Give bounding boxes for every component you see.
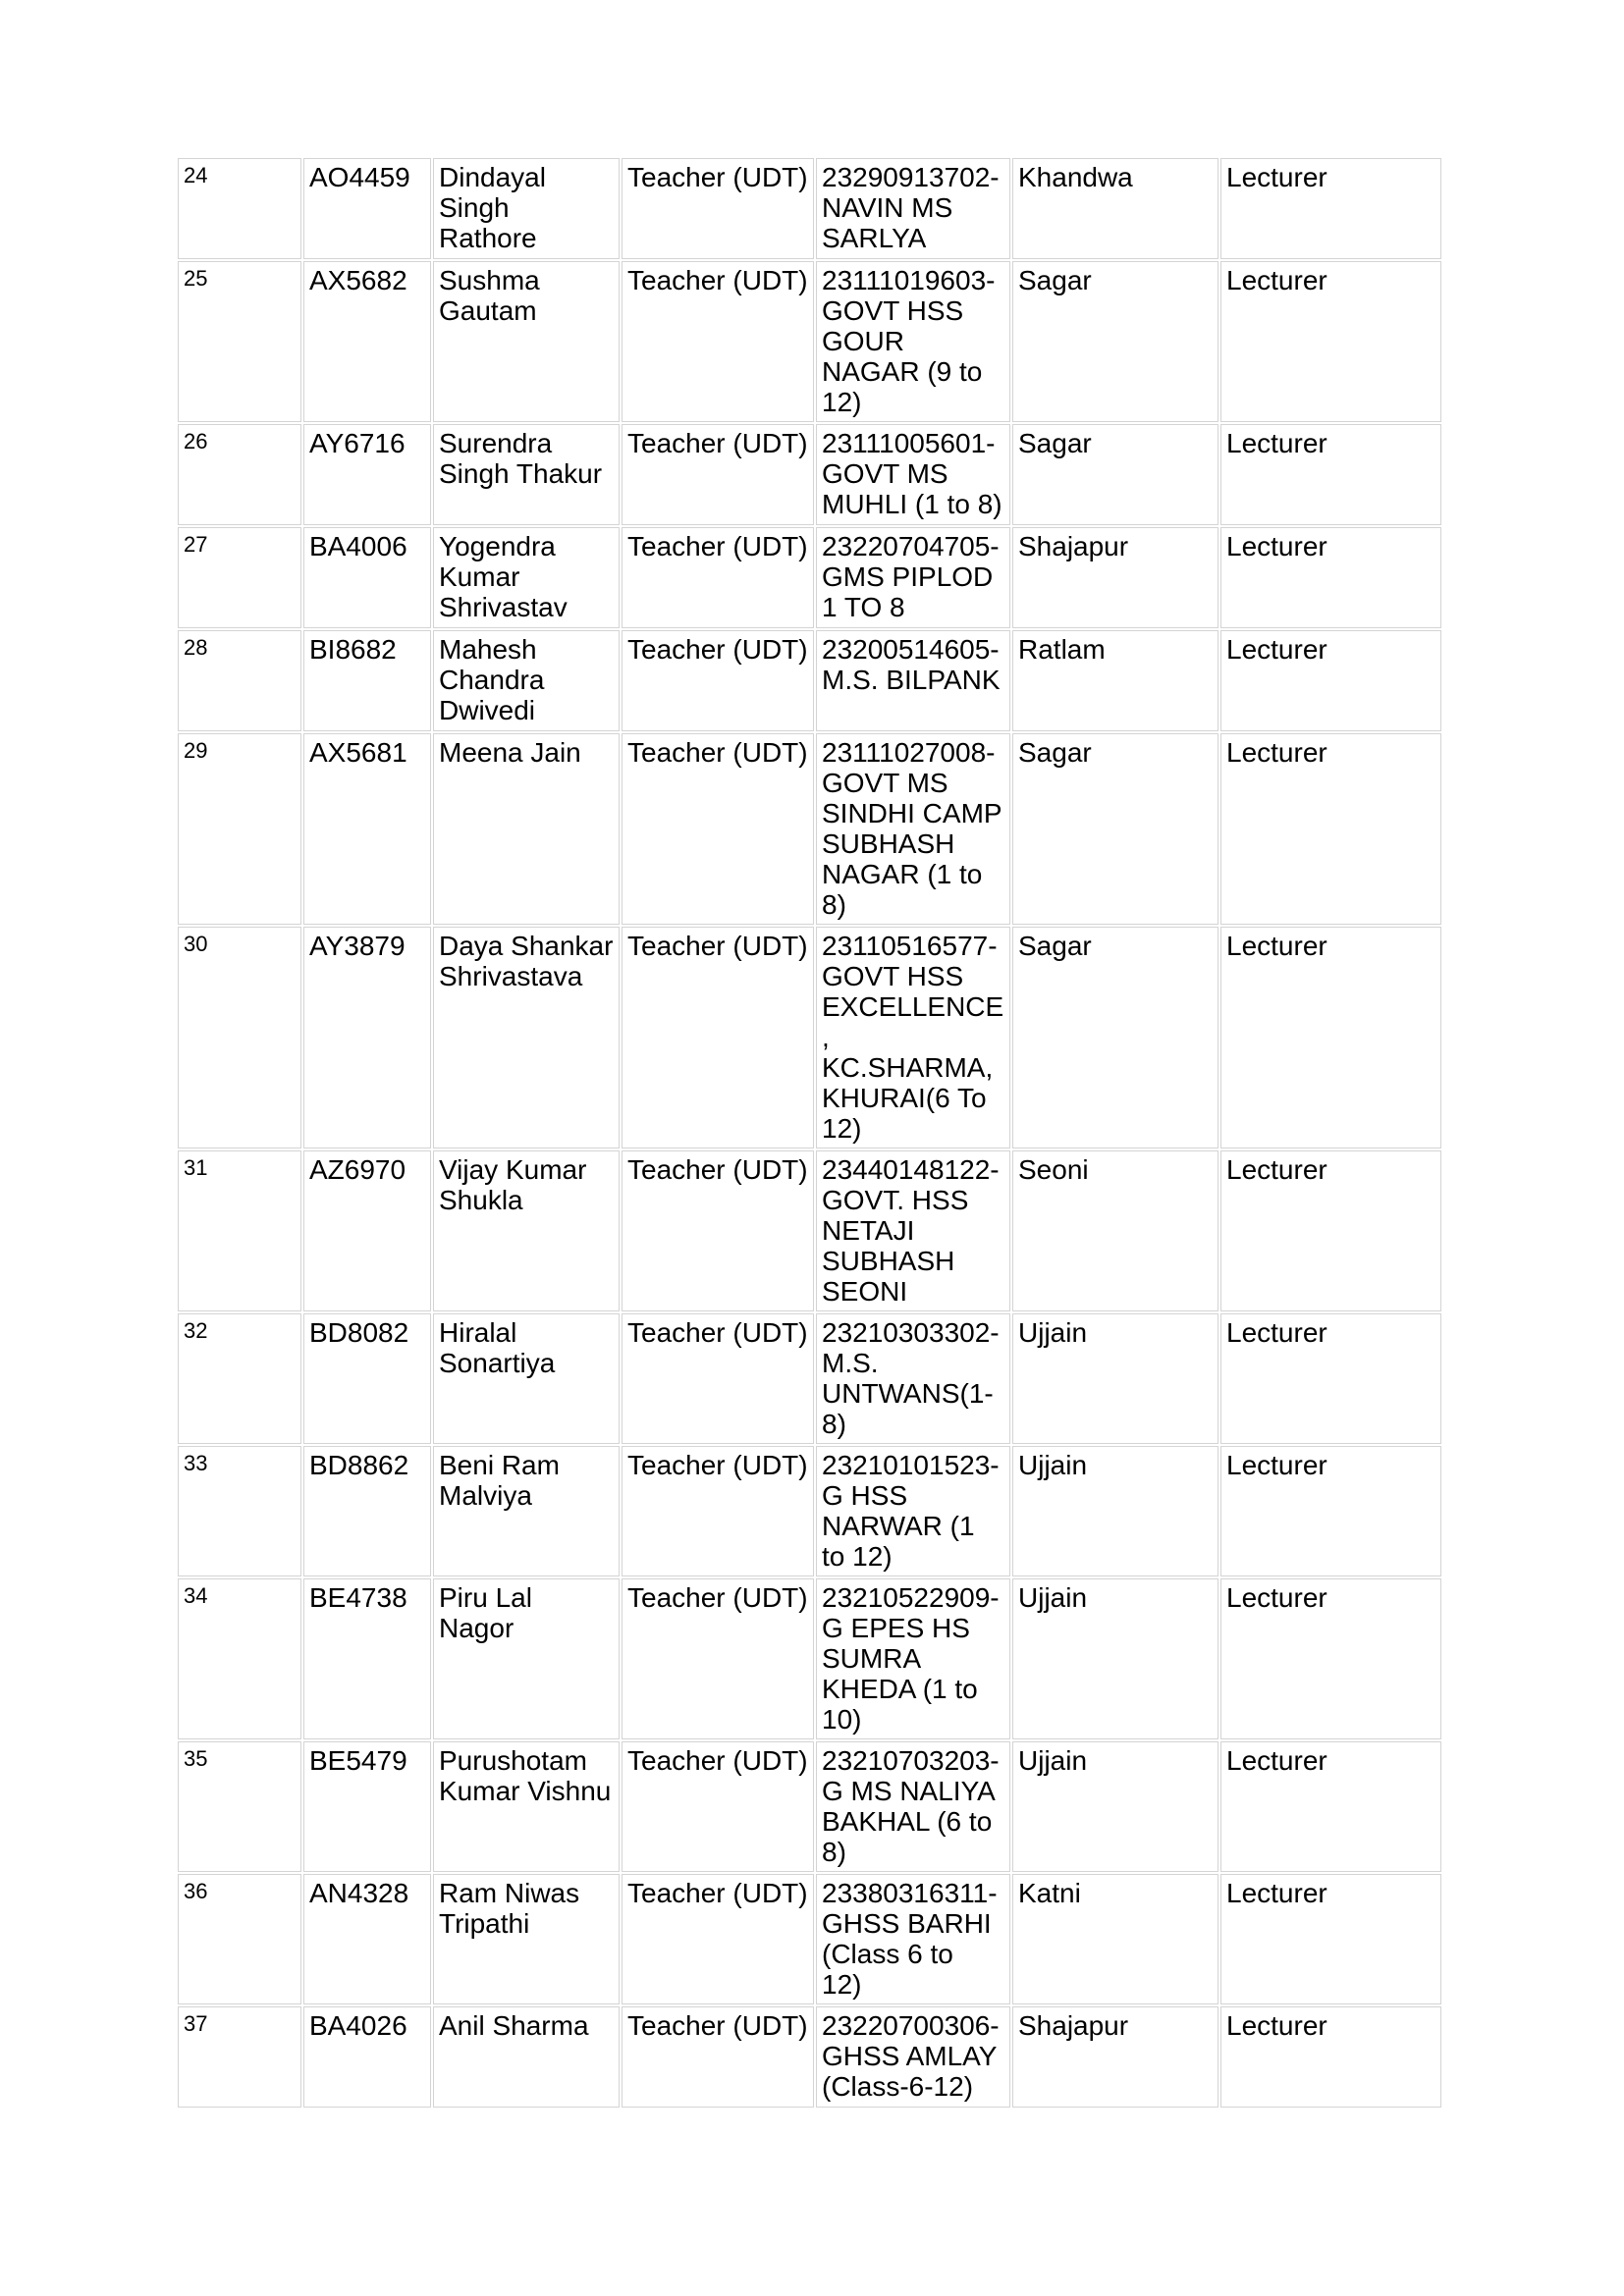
district-cell: Ujjain xyxy=(1012,1313,1218,1444)
designation-cell: Lecturer xyxy=(1220,733,1441,925)
serial-number-cell: 32 xyxy=(178,1313,301,1444)
designation-cell: Lecturer xyxy=(1220,1741,1441,1872)
designation-cell: Lecturer xyxy=(1220,1313,1441,1444)
designation-cell: Lecturer xyxy=(1220,424,1441,525)
table-row xyxy=(178,927,1441,1148)
post-cell: Teacher (UDT) xyxy=(622,1578,814,1739)
designation-cell: Lecturer xyxy=(1220,1150,1441,1311)
table-row xyxy=(178,2006,1441,2108)
post-cell: Teacher (UDT) xyxy=(622,927,814,1148)
serial-number-cell: 34 xyxy=(178,1578,301,1739)
school-cell: 23210101523- G HSS NARWAR (1 to 12) xyxy=(816,1446,1010,1576)
post-cell: Teacher (UDT) xyxy=(622,1150,814,1311)
district-cell: Shajapur xyxy=(1012,527,1218,628)
district-cell: Sagar xyxy=(1012,733,1218,925)
employee-id-cell: BD8862 xyxy=(303,1446,431,1576)
employee-id-cell: BE5479 xyxy=(303,1741,431,1872)
post-cell: Teacher (UDT) xyxy=(622,424,814,525)
serial-number-cell: 37 xyxy=(178,2006,301,2108)
employee-id-cell: BE4738 xyxy=(303,1578,431,1739)
table-body xyxy=(178,158,1441,2108)
employee-id-cell: BI8682 xyxy=(303,630,431,731)
serial-number-cell: 29 xyxy=(178,733,301,925)
post-cell: Teacher (UDT) xyxy=(622,733,814,925)
table-row xyxy=(178,1150,1441,1311)
school-cell: 23220700306- GHSS AMLAY (Class-6-12) xyxy=(816,2006,1010,2108)
designation-cell: Lecturer xyxy=(1220,927,1441,1148)
designation-cell: Lecturer xyxy=(1220,1874,1441,2004)
teacher-name-cell: Piru Lal Nagor xyxy=(433,1578,620,1739)
post-cell: Teacher (UDT) xyxy=(622,158,814,259)
district-cell: Ujjain xyxy=(1012,1578,1218,1739)
post-cell: Teacher (UDT) xyxy=(622,527,814,628)
serial-number-cell: 31 xyxy=(178,1150,301,1311)
employee-id-cell: AX5681 xyxy=(303,733,431,925)
table-row xyxy=(178,733,1441,925)
designation-cell: Lecturer xyxy=(1220,261,1441,422)
teacher-name-cell: Ram Niwas Tripathi xyxy=(433,1874,620,2004)
employee-id-cell: AO4459 xyxy=(303,158,431,259)
district-cell: Sagar xyxy=(1012,261,1218,422)
teacher-name-cell: Meena Jain xyxy=(433,733,620,925)
table-row xyxy=(178,1741,1441,1872)
serial-number-cell: 30 xyxy=(178,927,301,1148)
district-cell: Khandwa xyxy=(1012,158,1218,259)
school-cell: 23111019603- GOVT HSS GOUR NAGAR (9 to 12) xyxy=(816,261,1010,422)
post-cell: Teacher (UDT) xyxy=(622,1741,814,1872)
district-cell: Sagar xyxy=(1012,927,1218,1148)
employee-id-cell: AZ6970 xyxy=(303,1150,431,1311)
school-cell: 23111005601- GOVT MS MUHLI (1 to 8) xyxy=(816,424,1010,525)
designation-cell: Lecturer xyxy=(1220,1578,1441,1739)
school-cell: 23210522909- G EPES HS SUMRA KHEDA (1 to 10) xyxy=(816,1578,1010,1739)
school-cell: 23110516577- GOVT HSS EXCELLENCE , KC.SHARMA, KHURAI(6 To 12) xyxy=(816,927,1010,1148)
teacher-name-cell: Mahesh Chandra Dwivedi xyxy=(433,630,620,731)
teacher-name-cell: Purushotam Kumar Vishnu xyxy=(433,1741,620,1872)
employee-id-cell: AY6716 xyxy=(303,424,431,525)
district-cell: Shajapur xyxy=(1012,2006,1218,2108)
serial-number-cell: 35 xyxy=(178,1741,301,1872)
table-row xyxy=(178,527,1441,628)
post-cell: Teacher (UDT) xyxy=(622,1313,814,1444)
teacher-name-cell: Dindayal Singh Rathore xyxy=(433,158,620,259)
district-cell: Sagar xyxy=(1012,424,1218,525)
teacher-name-cell: Vijay Kumar Shukla xyxy=(433,1150,620,1311)
district-cell: Katni xyxy=(1012,1874,1218,2004)
employee-id-cell: AX5682 xyxy=(303,261,431,422)
school-cell: 23210703203- G MS NALIYA BAKHAL (6 to 8) xyxy=(816,1741,1010,1872)
designation-cell: Lecturer xyxy=(1220,2006,1441,2108)
serial-number-cell: 26 xyxy=(178,424,301,525)
school-cell: 23111027008- GOVT MS SINDHI CAMP SUBHASH NAGAR (1 to 8) xyxy=(816,733,1010,925)
designation-cell: Lecturer xyxy=(1220,527,1441,628)
designation-cell: Lecturer xyxy=(1220,630,1441,731)
serial-number-cell: 36 xyxy=(178,1874,301,2004)
employee-id-cell: BA4026 xyxy=(303,2006,431,2108)
district-cell: Ujjain xyxy=(1012,1741,1218,1872)
district-cell: Seoni xyxy=(1012,1150,1218,1311)
teacher-name-cell: Yogendra Kumar Shrivastav xyxy=(433,527,620,628)
table-row xyxy=(178,1578,1441,1739)
serial-number-cell: 27 xyxy=(178,527,301,628)
school-cell: 23200514605- M.S. BILPANK xyxy=(816,630,1010,731)
post-cell: Teacher (UDT) xyxy=(622,261,814,422)
teacher-name-cell: Daya Shankar Shrivastava xyxy=(433,927,620,1148)
serial-number-cell: 33 xyxy=(178,1446,301,1576)
teacher-name-cell: Surendra Singh Thakur xyxy=(433,424,620,525)
teacher-list-table xyxy=(176,156,1443,2109)
employee-id-cell: BD8082 xyxy=(303,1313,431,1444)
serial-number-cell: 28 xyxy=(178,630,301,731)
school-cell: 23220704705- GMS PIPLOD 1 TO 8 xyxy=(816,527,1010,628)
designation-cell: Lecturer xyxy=(1220,1446,1441,1576)
teacher-name-cell: Hiralal Sonartiya xyxy=(433,1313,620,1444)
employee-id-cell: AY3879 xyxy=(303,927,431,1148)
school-cell: 23210303302- M.S. UNTWANS(1- 8) xyxy=(816,1313,1010,1444)
post-cell: Teacher (UDT) xyxy=(622,1446,814,1576)
employee-id-cell: BA4006 xyxy=(303,527,431,628)
school-cell: 23380316311- GHSS BARHI (Class 6 to 12) xyxy=(816,1874,1010,2004)
post-cell: Teacher (UDT) xyxy=(622,1874,814,2004)
designation-cell: Lecturer xyxy=(1220,158,1441,259)
table-row xyxy=(178,424,1441,525)
table-row xyxy=(178,158,1441,259)
table-row xyxy=(178,630,1441,731)
table-row xyxy=(178,261,1441,422)
teacher-name-cell: Beni Ram Malviya xyxy=(433,1446,620,1576)
school-cell: 23440148122- GOVT. HSS NETAJI SUBHASH SEONI xyxy=(816,1150,1010,1311)
serial-number-cell: 24 xyxy=(178,158,301,259)
table-row xyxy=(178,1313,1441,1444)
district-cell: Ujjain xyxy=(1012,1446,1218,1576)
teacher-name-cell: Sushma Gautam xyxy=(433,261,620,422)
employee-id-cell: AN4328 xyxy=(303,1874,431,2004)
post-cell: Teacher (UDT) xyxy=(622,2006,814,2108)
teacher-name-cell: Anil Sharma xyxy=(433,2006,620,2108)
serial-number-cell: 25 xyxy=(178,261,301,422)
table-row xyxy=(178,1446,1441,1576)
district-cell: Ratlam xyxy=(1012,630,1218,731)
school-cell: 23290913702- NAVIN MS SARLYA xyxy=(816,158,1010,259)
post-cell: Teacher (UDT) xyxy=(622,630,814,731)
table-row xyxy=(178,1874,1441,2004)
